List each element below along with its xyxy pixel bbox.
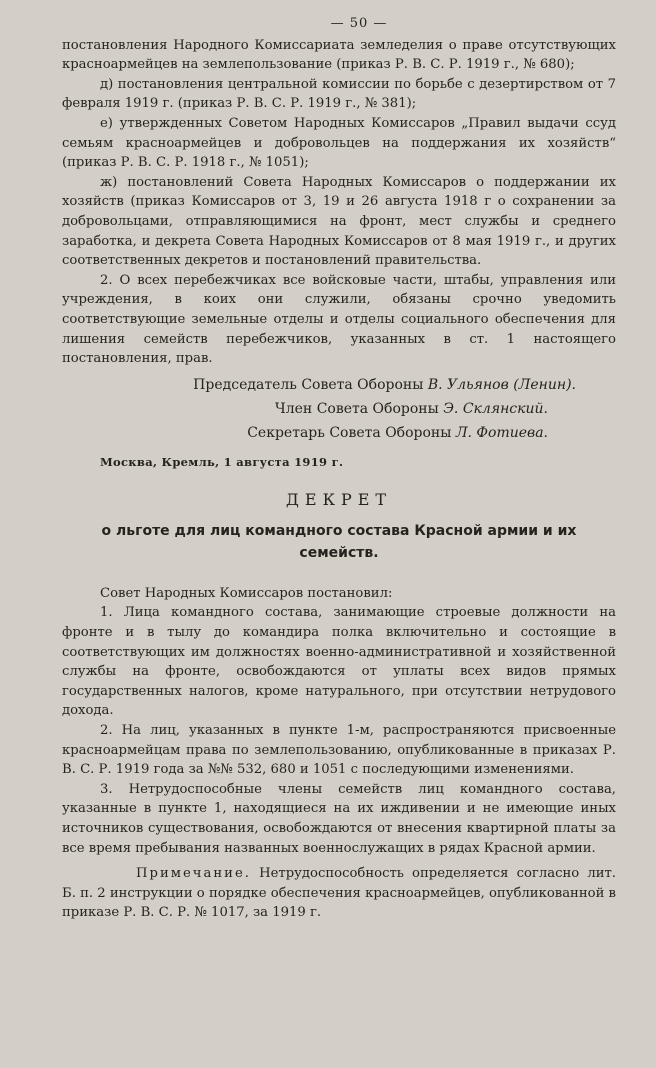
paragraph-item-d: д) постановления центральной комиссии по борьбе с дезертирством от 7 февраля 1919 г. (приказ Р. В. С. Р. 1919 г., № 381);: [62, 76, 616, 112]
note-text: Нетрудоспособность определяется согласно лит. Б. п. 2 инструкции о порядке обеспечения красноармейцев, опубликованной в приказе Р. В. С. Р. № 1017, за 1919 г.: [62, 866, 616, 921]
decree-subtitle: о льготе для лиц командного состава Красной армии и их семейств.: [101, 522, 577, 561]
paragraph-continuation: постановления Народного Комиссариата земледелия о праве отсутствующих красноармейцев на землепользование (приказ Р. В. С. Р. 1919 г., № 680);: [62, 37, 616, 73]
dateline: Москва, Кремль, 1 августа 1919 г.: [100, 454, 344, 469]
signature-block: [62, 373, 616, 445]
decree-preamble: Совет Народных Комиссаров постановил:: [100, 585, 393, 601]
signature-chairman: [62, 373, 616, 397]
decree-heading: ДЕКРЕТ: [285, 490, 393, 510]
signature-role: Член Совета Обороны: [274, 400, 439, 417]
signature-member: [62, 397, 616, 421]
decree-note: [62, 864, 616, 923]
decree-article-1: 1. Лица командного состава, занимающие строевые должности на фронте и в тылу до командира полка включительно и состоящие в соответствующих им должностях военно-административной и хозяйственной службы на фронте, освобождаются от уплаты всех видов прямых государственных налогов, кроме натурального, при отсутствии нетрудового дохода.: [62, 605, 616, 719]
decree-article-3: 3. Нетрудоспособные члены семейств лиц командного состава, указанные в пункте 1, находящиеся на их иждивении и не имеющие иных источников существования, освобождаются от внесения квартирной платы за все время пребывания названных военнослужащих в рядах Красной армии.: [62, 781, 616, 856]
note-label: Примечание.: [136, 866, 251, 882]
paragraph-item-zh: ж) постановлений Совета Народных Комиссаров о поддержании их хозяйств (приказ Комиссаров от 3, 19 и 26 августа 1918 г о сохранении за добровольцами, отправляющимися на фронт, мест службы и среднего заработка, и декрета Совета Народных Комиссаров от 8 мая 1919 г., и других соответственных декретов и постановлений правительства.: [62, 174, 616, 269]
signature-role: Секретарь Совета Обороны: [247, 424, 452, 441]
paragraph-article-2: 2. О всех перебежчиках все войсковые части, штабы, управления или учреждения, в коих они служили, обязаны срочно уведомить соответствующие земельные отделы и отделы социального обеспечения для лишения семейств перебежчиков, указанных в ст. 1 настоящего постановления, прав.: [62, 272, 616, 367]
signature-secretary: [62, 421, 616, 445]
signature-name: В. Ульянов (Ленин).: [427, 376, 576, 393]
paragraph-item-e: е) утвержденных Советом Народных Комиссаров „Правил выдачи ссуд семьям красноармейцев и добровольцев на поддержания их хозяйств“ (приказ Р. В. С. Р. 1918 г., № 1051);: [62, 115, 616, 171]
signature-name: Э. Склянский.: [443, 400, 548, 417]
page-number: — 50 —: [330, 16, 388, 31]
decree-article-2: 2. На лиц, указанных в пункте 1-м, распространяются присвоенные красноармейцам права по землепользованию, опубликованные в приказах Р. В. С. Р. 1919 года за №№ 532, 680 и 1051 с последующими изменениями.: [62, 723, 616, 778]
signature-role: Председатель Совета Обороны: [193, 376, 424, 393]
signature-name: Л. Фотиева.: [455, 424, 548, 441]
